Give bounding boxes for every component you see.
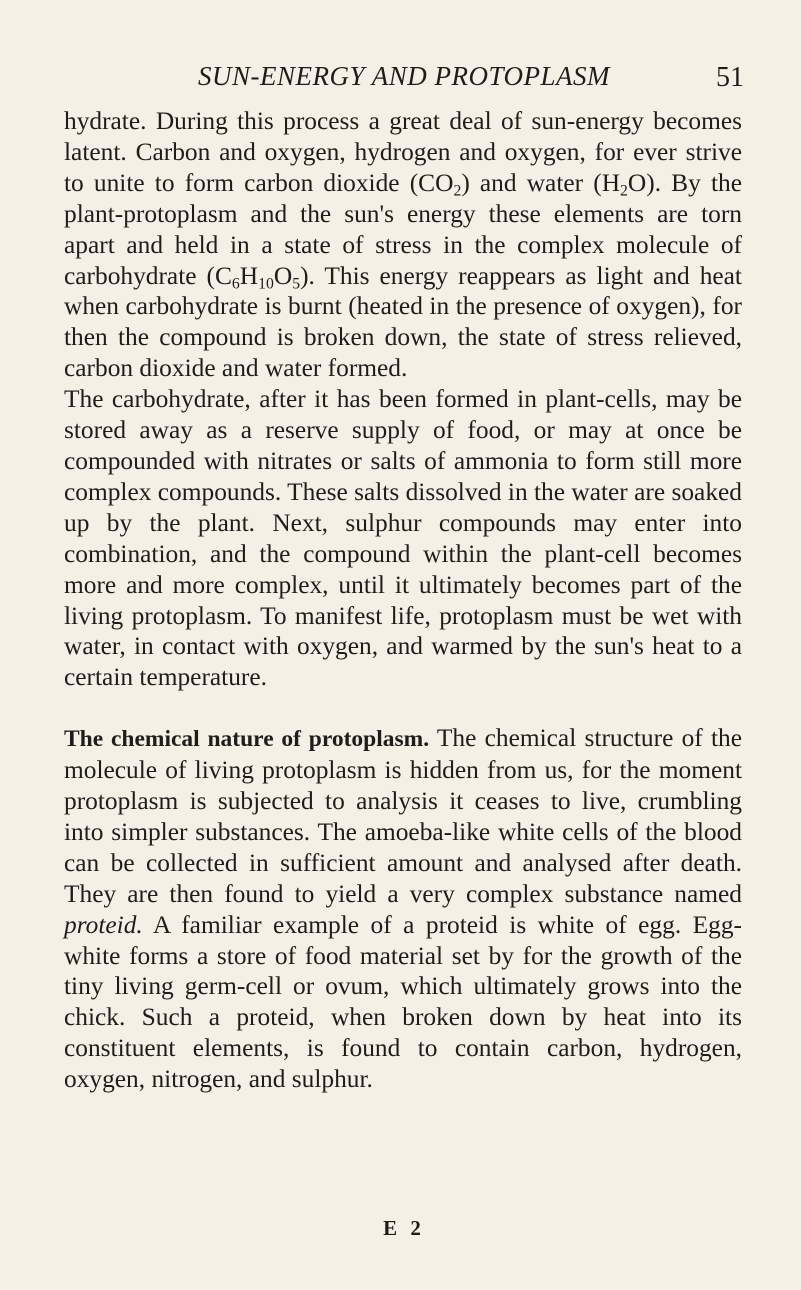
text-run: hydrate. During this process a great deal of sun-energy becomes latent. Carbon and oxygen, hydrogen and oxygen, for ever strive to unite to form carbon dioxide (CO bbox=[64, 107, 742, 197]
text-run: A familiar example of a proteid is white of egg. Egg-white forms a store of food material set by for the growth of the tiny living germ-cell or ovum, which ultimately grows into the chick. Such a proteid, when broken down by heat into its constituent elements, is found to contain carbon, hydrogen, oxygen, nitrogen, and sulphur. bbox=[64, 910, 742, 1094]
text-run: The chemical structure of the molecule of living protoplasm is hidden from us, for the moment protoplasm is subjected to analysis it ceases to live, crumbling into simpler substances. The amoeba-like white cells of the blood can be collected in sufficient amount and analysed after death. They are then found to yield a very complex substance named bbox=[64, 724, 743, 908]
signature-mark: E 2 bbox=[383, 1216, 425, 1240]
text-run: H bbox=[239, 261, 259, 290]
subscript: 2 bbox=[620, 182, 628, 200]
paragraph-stored-carbohydrate: The carbohydrate, after it has been formed in plant-cells, may be stored away as a reserve supply of food, or may at once be compounded with nitrates or salts of ammonia to form still more complex compounds. These salts dissolved in the water are soaked up by the plant. Next, sulphur compounds may enter into combination, and the compound within the plant-cell becomes more and more complex, until it ultimately becomes part of the living protoplasm. To manifest life, protoplasm must be wet with water, in contact with oxygen, and warmed by the sun's heat to a certain temperature. bbox=[64, 385, 742, 692]
page-number: 51 bbox=[716, 62, 744, 93]
running-head: SUN-ENERGY AND PROTOPLASM bbox=[197, 61, 610, 91]
text-run: ) and water (H bbox=[461, 168, 621, 197]
subscript: 2 bbox=[453, 182, 462, 200]
body-text bbox=[64, 106, 742, 1095]
paragraph-carbohydrate-energy bbox=[64, 106, 742, 384]
text-run: O). By the plant-protoplasm and the sun's energy these elements are torn apart and held in a state of stress in the complex molecule of carbohydrate (C bbox=[64, 168, 742, 290]
text-run: ). This energy reappears as light and heat when carbohydrate is burnt (heated in the presence of oxygen), for then the compound is broken down, the state of stress relieved, carbon dioxide and water formed. bbox=[64, 261, 742, 383]
paragraph-gap bbox=[64, 693, 742, 723]
text-run: O bbox=[273, 261, 293, 290]
italic-term: proteid. bbox=[64, 910, 143, 939]
page-header bbox=[64, 58, 744, 98]
section-heading: The chemical nature of protoplasm. bbox=[64, 726, 430, 753]
subscript: 5 bbox=[292, 275, 301, 293]
subscript: 10 bbox=[258, 275, 274, 293]
paragraph-chemical-nature bbox=[64, 723, 742, 1095]
subscript: 6 bbox=[231, 275, 240, 293]
